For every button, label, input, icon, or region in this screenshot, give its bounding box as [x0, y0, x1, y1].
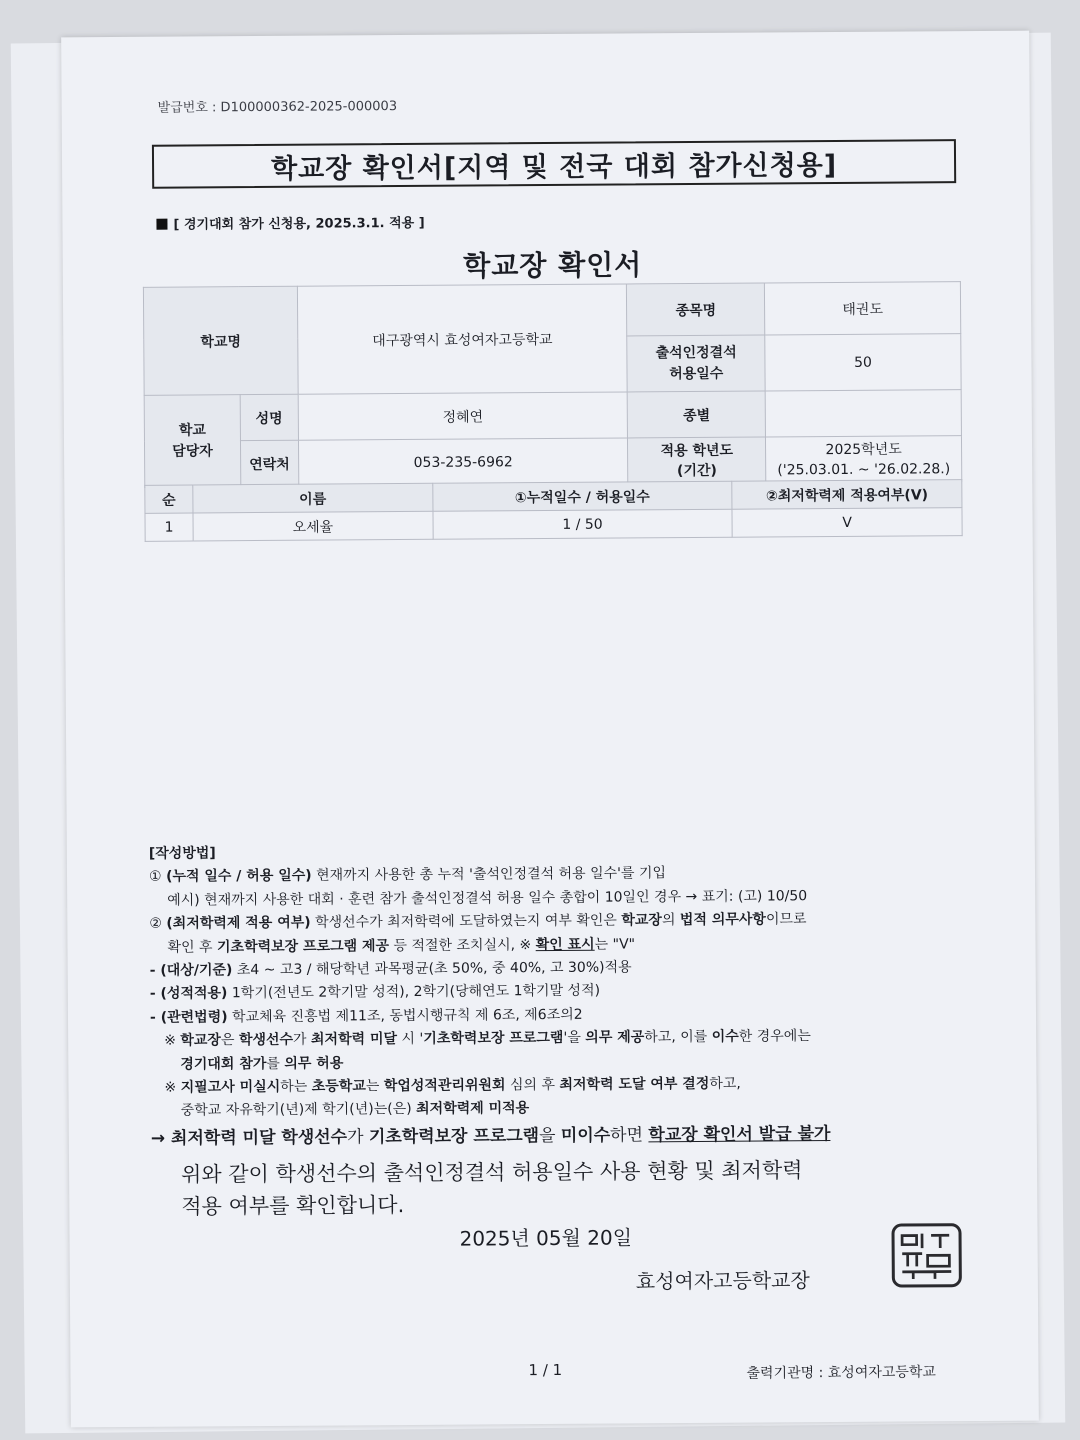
method-l8-i: '을 — [563, 1030, 586, 1047]
school-value: 대구광역시 효성여자고등학교 — [297, 284, 627, 394]
method-l9-b: 의무 허용 — [284, 1055, 344, 1072]
row-no: 1 — [145, 513, 193, 541]
principal-name: 효성여자고등학교장 — [635, 1268, 810, 1294]
header-name: 이름 — [193, 483, 433, 513]
year-label-line1: 적용 학년도 — [660, 442, 734, 459]
header-title: 학교장 확인서[지역 및 전국 대회 참가신청용] — [270, 149, 838, 185]
method-l12-b: 가 — [347, 1127, 369, 1148]
sport-label: 종목명 — [627, 283, 765, 336]
subheading-text: [ 경기대회 참가 신청용, 2025.3.1. 적용 ] — [173, 215, 425, 233]
row-days: 1 / 50 — [433, 509, 733, 539]
year-label-line2: (기간) — [676, 462, 717, 479]
method-l4-a: 확인 후 — [167, 938, 218, 956]
writing-method-section — [149, 837, 961, 1151]
absence-days-label — [627, 335, 765, 392]
contact-label: 연락처 — [240, 440, 298, 486]
document-page — [61, 31, 1039, 1428]
method-l11-a: 중학교 자유학기(년)제 학기(년)는(은) — [180, 1101, 417, 1120]
method-l9-bold: 경기대회 참가 — [180, 1055, 267, 1073]
school-label: 학교명 — [143, 286, 298, 395]
header-no: 순 — [145, 485, 193, 513]
year-label — [628, 437, 766, 484]
method-l6-text: 1학기(전년도 2학기말 성적), 2학기(당해연도 1학기말 성적) — [227, 983, 601, 1002]
manager-label-line2: 담당자 — [172, 442, 213, 460]
method-l8-c: 은 — [220, 1032, 239, 1049]
method-l8-f: 최저학력 미달 — [310, 1031, 398, 1048]
year-value-line1: 2025학년도 — [825, 441, 902, 458]
method-l10-i: 하고, — [709, 1075, 741, 1092]
method-l9-a: 를 — [266, 1055, 285, 1072]
header-applied: ②최저학력제 적용여부(V) — [732, 480, 962, 510]
method-l8-b: 학교장 — [180, 1032, 221, 1049]
method-l8-d: 학생선수 — [238, 1032, 294, 1049]
circled-two: ② — [149, 915, 162, 933]
issue-number: 발급번호 : D100000362-2025-000003 — [157, 99, 398, 116]
method-l10-g: 심의 후 — [505, 1077, 560, 1094]
method-l10-b: 지필고사 미실시 — [180, 1078, 281, 1096]
method-line-11 — [151, 1095, 961, 1124]
method-l10-d: 초등학교 — [311, 1078, 366, 1095]
method-l8-a: ※ — [164, 1032, 181, 1049]
method-l8-j: 의무 제공 — [585, 1029, 645, 1047]
category-value — [765, 390, 961, 437]
manager-label-line1: 학교 — [178, 421, 206, 439]
method-l12-d: 을 — [538, 1125, 561, 1146]
method-l3-e: 이므로 — [765, 911, 807, 928]
method-l10-a: ※ — [164, 1079, 181, 1096]
header-title-box — [152, 139, 956, 189]
confirm-line-1: 위와 같이 학생선수의 출석인정결석 허용일수 사용 현황 및 최저학력 — [181, 1158, 803, 1187]
table-row — [145, 508, 962, 542]
method-l12-g: 학교장 확인서 발급 불가 — [648, 1123, 831, 1146]
student-table — [144, 479, 962, 542]
subheading — [156, 212, 424, 233]
page-number: 1 / 1 — [528, 1360, 563, 1380]
method-l3-a: 학생선수가 최저학력에 도달하였는지 여부 확인은 — [310, 912, 622, 931]
method-l5-text: 초4 ~ 고3 / 해당학년 과목평균(초 50%, 중 40%, 고 30%)적용 — [232, 959, 632, 979]
manager-label — [144, 395, 241, 488]
info-table — [143, 281, 962, 488]
square-bullet-icon — [156, 219, 167, 230]
method-l8-m: 한 경우에는 — [738, 1028, 811, 1045]
sport-value: 태권도 — [765, 282, 961, 335]
method-l8-l: 이수 — [711, 1028, 739, 1046]
method-line-12 — [151, 1122, 961, 1151]
method-l10-f: 학업성적관리위원회 — [383, 1077, 506, 1095]
row-applied: V — [732, 508, 962, 538]
year-value — [766, 436, 962, 483]
method-l12-c: 기초학력보장 프로그램 — [368, 1125, 540, 1148]
absence-label-line2: 허용일수 — [669, 365, 724, 382]
output-organization: 출력기관명 : 효성여자고등학교 — [746, 1364, 936, 1382]
method-l12-f: 하면 — [610, 1125, 649, 1146]
absence-label-line1: 출석인정결석 — [655, 344, 737, 361]
name-value: 정혜연 — [298, 392, 628, 440]
confirm-line-2: 적용 여부를 확인합니다. — [181, 1193, 405, 1219]
method-l8-g: 시 ' — [396, 1031, 424, 1048]
method-l6-bold: - (성적적용) — [149, 985, 228, 1003]
method-l5-bold: - (대상/기준) — [149, 962, 233, 979]
category-label: 종별 — [627, 391, 765, 438]
issue-date: 2025년 05월 20일 — [459, 1225, 633, 1251]
method-l7-bold: - (관련법령) — [149, 1009, 228, 1026]
method-l3-b: 학교장 — [621, 912, 662, 929]
method-l10-e: 는 — [365, 1078, 384, 1095]
method-l12-e: 미이수 — [560, 1125, 611, 1146]
method-l3-d: 법적 의무사항 — [679, 911, 766, 929]
method-l8-e: 가 — [292, 1031, 312, 1049]
official-seal-icon — [891, 1223, 961, 1287]
method-l4-b: 기초학력보장 프로그램 제공 — [216, 937, 390, 955]
method-l3-c: 의 — [661, 912, 680, 929]
absence-days-value: 50 — [765, 334, 961, 391]
method-l3-bold: (최저학력제 적용 여부) — [166, 914, 311, 932]
method-l4-c: 등 적절한 조치실시, ※ — [388, 936, 536, 954]
method-l8-h: 기초학력보장 프로그램 — [423, 1030, 564, 1048]
year-value-line2: ('25.03.01. ~ '26.02.28.) — [777, 460, 951, 478]
header-days: ①누적일수 / 허용일수 — [432, 481, 732, 511]
row-name: 오세율 — [193, 511, 433, 541]
method-l4-e: 는 "V" — [594, 936, 636, 953]
method-l11-b: 최저학력제 미적용 — [416, 1100, 530, 1118]
method-l1-text: 현재까지 사용한 총 누적 '출석인정결석 허용 일수'를 기입 — [311, 865, 667, 885]
method-l10-h: 최저학력 도달 여부 결정 — [559, 1075, 710, 1094]
method-l8-k: 하고, 이를 — [644, 1029, 712, 1046]
method-line-2: 예시) 현재까지 사용한 대회 · 훈련 참가 출석인정결석 허용 일수 총합이 10일인 경우 → 표기: (고) 10/50 — [167, 888, 808, 909]
method-l12-a: → 최저학력 미달 학생선수 — [150, 1127, 348, 1149]
circled-one: ① — [148, 869, 162, 886]
method-l1-bold: (누적 일수 / 허용 일수) — [165, 868, 312, 886]
name-label: 성명 — [240, 394, 298, 440]
method-l7-text: 학교체육 진흥법 제11조, 동법시행규칙 제 6조, 제6조의2 — [227, 1006, 583, 1026]
method-heading: [작성방법] — [148, 845, 216, 862]
confirmation-text — [181, 1154, 803, 1222]
method-l4-d: 확인 표시 — [535, 936, 595, 953]
method-l10-c: 하는 — [280, 1078, 312, 1095]
contact-value: 053-235-6962 — [298, 438, 628, 486]
document-title: 학교장 확인서 — [463, 248, 643, 283]
